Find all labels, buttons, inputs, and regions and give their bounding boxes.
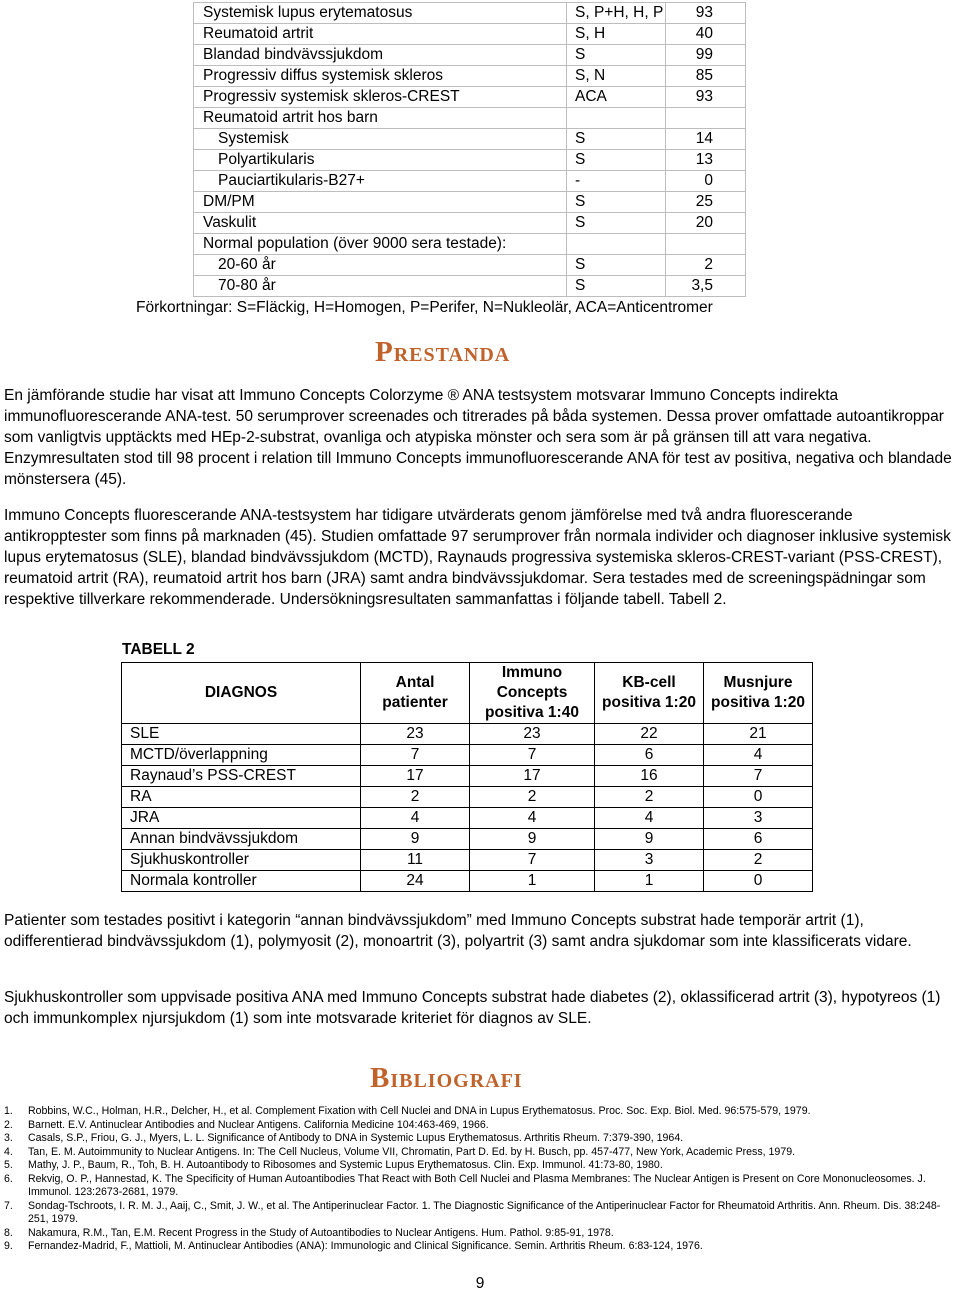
reference-number: 6. xyxy=(4,1172,13,1185)
table1-diagnosis-cell: Blandad bindvävssjukdom xyxy=(194,45,567,66)
table2-count-cell: 2 xyxy=(470,787,595,808)
table2-count-cell: 4 xyxy=(595,808,704,829)
paragraph-hospital-controls: Sjukhuskontroller som uppvisade positiva ANA med Immuno Concepts substrat hade diabetes (2), oklassificerad artrit (3), hypotyreos (1) och immunkomplex njursjukdom (1) som inte motsvarade kriteriet för diagnos av SLE. xyxy=(4,989,941,1027)
table1-pattern-cell: S xyxy=(567,255,666,276)
table2-count-cell: 1 xyxy=(595,871,704,892)
reference-number: 3. xyxy=(4,1132,13,1144)
reference-item xyxy=(4,1227,959,1241)
table1-value-cell xyxy=(666,108,746,129)
table1-value-cell: 3,5 xyxy=(666,276,746,297)
table1-row xyxy=(194,129,746,150)
table1-pattern-cell xyxy=(567,234,666,255)
table1-row xyxy=(194,45,746,66)
table1-row xyxy=(194,24,746,45)
table1-value-cell: 85 xyxy=(666,66,746,87)
table2-row xyxy=(122,745,813,766)
table1-diagnosis-cell: Systemisk xyxy=(194,129,567,150)
table1-value-cell: 14 xyxy=(666,129,746,150)
table2-count-cell: 7 xyxy=(470,745,595,766)
table2-count-cell: 11 xyxy=(361,850,470,871)
table1-value-cell: 40 xyxy=(666,24,746,45)
table2-header-cell: DIAGNOS xyxy=(122,663,361,724)
table1-value-cell: 93 xyxy=(666,87,746,108)
table1-pattern-cell: S, N xyxy=(567,66,666,87)
table1-diagnosis-cell: Systemisk lupus erytematosus xyxy=(194,3,567,24)
table2-count-cell: 6 xyxy=(704,829,813,850)
pattern-prevalence-table xyxy=(193,2,746,297)
table1-row xyxy=(194,255,746,276)
reference-text: Mathy, J. P., Baum, R., Toh, B. H. Autoantibody to Ribosomes and Systemic Lupus Erythematosus. Clin. Exp. Immunol. 41:73-80, 1980. xyxy=(28,1159,663,1171)
table2-row xyxy=(122,787,813,808)
paragraph-comparison-study: En jämförande studie har visat att Immuno Concepts Colorzyme ® ANA testsystem motsvarar Immuno Concepts indirekta immunofluorescerande ANA-test. 50 serumprover screenades och titrerades på båda systemen. Dessa prover omfattade autoantikroppar som vanligtvis upptäckts med HEp-2-substrat, ovanliga och atypiska mönster och sera som är på gränsen till att vara negativa. Enzymresultaten stod till 98 procent i relation till Immuno Concepts immunofluorescerande ANA för test av positiva, negativa och blandade mönstersera (45). xyxy=(4,387,952,488)
reference-number: 7. xyxy=(4,1199,13,1212)
reference-text: Sondag-Tschroots, I. R. M. J., Aaij, C., Smit, J. W., et al. The Antiperinuclear Factor. 1. The Diagnostic Significance of the Antiperinuclear Factor for Rheumatoid Arthritis. Ann. Rheum. Dis. 38:248-251, 1979. xyxy=(28,1199,941,1225)
table1-pattern-cell: S xyxy=(567,45,666,66)
table1-diagnosis-cell: Polyartikularis xyxy=(194,150,567,171)
table2-count-cell: 6 xyxy=(595,745,704,766)
table1-diagnosis-cell: Normal population (över 9000 sera testade): xyxy=(194,234,567,255)
reference-number: 1. xyxy=(4,1105,13,1117)
table2-header-cell: KB-cell positiva 1:20 xyxy=(595,663,704,724)
table2-count-cell: 7 xyxy=(361,745,470,766)
table2-diagnosis-cell: Normala kontroller xyxy=(122,871,361,892)
table1-pattern-cell: S, H xyxy=(567,24,666,45)
table1-diagnosis-cell: DM/PM xyxy=(194,192,567,213)
reference-text: Tan, E. M. Autoimmunity to Nuclear Antigens. In: The Cell Nucleus, Volume VII, Chromatin, Part D. Ed. by H. Busch, pp. 457-477, New York, Academic Press, 1979. xyxy=(28,1145,796,1158)
table2-count-cell: 17 xyxy=(361,766,470,787)
table2-count-cell: 1 xyxy=(470,871,595,892)
reference-text: Barnett. E.V. Antinuclear Antibodies and Nuclear Antigens. California Medicine 104:463-469, 1966. xyxy=(28,1118,489,1131)
table1-pattern-cell: S xyxy=(567,213,666,234)
table1-value-cell: 20 xyxy=(666,213,746,234)
table2-count-cell: 9 xyxy=(470,829,595,850)
table2-count-cell: 2 xyxy=(704,850,813,871)
table2-count-cell: 16 xyxy=(595,766,704,787)
table1-diagnosis-cell: Reumatoid artrit hos barn xyxy=(194,108,567,129)
reference-text: Casals, S.P., Friou, G. J., Myers, L. L. Significance of Antibody to DNA in Systemic Lupus Erythematosus. Arthritis Rheum. 7:379-390, 1964. xyxy=(28,1132,684,1144)
table2-row xyxy=(122,808,813,829)
section-title-prestanda: Prestanda xyxy=(375,336,511,368)
reference-text: Nakamura, R.M., Tan, E.M. Recent Progress in the Study of Autoantibodies to Nuclear Antigens. Hum. Pathol. 9:85-91, 1978. xyxy=(28,1226,614,1239)
table2-diagnosis-cell: Annan bindvävssjukdom xyxy=(122,829,361,850)
table1-pattern-cell: S xyxy=(567,129,666,150)
table1-row xyxy=(194,171,746,192)
table2-count-cell: 9 xyxy=(361,829,470,850)
table2-header-cell: Musnjure positiva 1:20 xyxy=(704,663,813,724)
table1-row xyxy=(194,3,746,24)
table2-count-cell: 17 xyxy=(470,766,595,787)
page-number: 9 xyxy=(475,1275,485,1292)
reference-item xyxy=(4,1200,959,1227)
table2-header-cell: Immuno Concepts positiva 1:40 xyxy=(470,663,595,724)
table1-diagnosis-cell: Progressiv systemisk skleros-CREST xyxy=(194,87,567,108)
table1-pattern-cell: ACA xyxy=(567,87,666,108)
paragraph-other-disease: Patienter som testades positivt i kategorin “annan bindvävssjukdom” med Immuno Concepts substrat hade temporär artrit (1), odifferentierad bindvävssjukdom (1), polymyosit (2), monoartrit (3), polyartrit (3) samt andra sjukdomar som inte klassificerats vidare. xyxy=(4,912,912,950)
table2-count-cell: 0 xyxy=(704,871,813,892)
table2-count-cell: 23 xyxy=(361,724,470,745)
table2-count-cell: 4 xyxy=(470,808,595,829)
table1-pattern-cell: - xyxy=(567,171,666,192)
table1-diagnosis-cell: 20-60 år xyxy=(194,255,567,276)
table2-count-cell: 4 xyxy=(361,808,470,829)
table1-row xyxy=(194,108,746,129)
table1-row xyxy=(194,150,746,171)
reference-item xyxy=(4,1105,959,1119)
table2-count-cell: 2 xyxy=(595,787,704,808)
reference-number: 5. xyxy=(4,1159,13,1171)
table1-diagnosis-cell: Progressiv diffus systemisk skleros xyxy=(194,66,567,87)
table1-value-cell: 2 xyxy=(666,255,746,276)
reference-number: 2. xyxy=(4,1118,13,1131)
table2-diagnosis-cell: SLE xyxy=(122,724,361,745)
table2-row xyxy=(122,850,813,871)
table1-pattern-cell: S, P+H, H, P xyxy=(567,3,666,24)
table1-pattern-cell: S xyxy=(567,192,666,213)
table2-row xyxy=(122,829,813,850)
table1-value-cell: 93 xyxy=(666,3,746,24)
table2-count-cell: 4 xyxy=(704,745,813,766)
table1-row xyxy=(194,192,746,213)
reference-text: Robbins, W.C., Holman, H.R., Delcher, H., et al. Complement Fixation with Cell Nuclei and DNA in Lupus Erythematosus. Proc. Soc. Exp. Biol. Med. 96:575-579, 1979. xyxy=(28,1105,811,1117)
paragraph-evaluation: Immuno Concepts fluorescerande ANA-testsystem har tidigare utvärderats genom jämförelse med två andra fluorescerande antikropptester som finns på marknaden (45). Studien omfattade 97 serumprover från normala individer och diagnoser inklusive systemisk lupus erytematosus (SLE), blandad bindvävssjukdom (MCTD), Raynauds progressiva systemiska skleros-CREST-variant (PSS-CREST), reumatoid artrit (RA), reumatoid artrit hos barn (JRA) samt andra bindvävssjukdomar. Sera testades med de screeningspädningar som respektive tillverkare rekommenderade. Undersökningsresultaten sammanfattas i följande tabell. Tabell 2. xyxy=(4,507,951,608)
table2-header-cell: Antal patienter xyxy=(361,663,470,724)
table2-diagnosis-cell: MCTD/överlappning xyxy=(122,745,361,766)
reference-number: 9. xyxy=(4,1240,13,1252)
table1-row xyxy=(194,87,746,108)
table1-pattern-cell xyxy=(567,108,666,129)
table1-value-cell: 25 xyxy=(666,192,746,213)
reference-text: Rekvig, O. P., Hannestad, K. The Specificity of Human Autoantibodies That React with Both Cell Nuclei and Plasma Membranes: The Nuclear Antigen is Present on Core Mononucleosomes. J. Immunol. 123:2673-2681, 1979. xyxy=(28,1172,926,1198)
table2-count-cell: 7 xyxy=(704,766,813,787)
reference-text: Fernandez-Madrid, F., Mattioli, M. Antinuclear Antibodies (ANA): Immunologic and Clinical Significance. Semin. Arthritis Rheum. 6:83-124, 1976. xyxy=(28,1240,703,1252)
table2-results xyxy=(121,662,813,892)
table2-row xyxy=(122,871,813,892)
table2-caption: TABELL 2 xyxy=(122,641,195,658)
reference-item xyxy=(4,1146,959,1160)
reference-number: 8. xyxy=(4,1226,13,1239)
table2-diagnosis-cell: Sjukhuskontroller xyxy=(122,850,361,871)
table2-diagnosis-cell: RA xyxy=(122,787,361,808)
table1-pattern-cell: S xyxy=(567,276,666,297)
reference-item xyxy=(4,1240,959,1254)
reference-item xyxy=(4,1132,959,1146)
table1-value-cell: 99 xyxy=(666,45,746,66)
table2-count-cell: 22 xyxy=(595,724,704,745)
table2-row xyxy=(122,766,813,787)
table1-row xyxy=(194,213,746,234)
section-title-bibliografi: Bibliografi xyxy=(370,1062,523,1094)
table2-row xyxy=(122,724,813,745)
table1-value-cell: 13 xyxy=(666,150,746,171)
reference-item xyxy=(4,1173,959,1200)
table1-diagnosis-cell: Vaskulit xyxy=(194,213,567,234)
table2-count-cell: 7 xyxy=(470,850,595,871)
table1-diagnosis-cell: 70-80 år xyxy=(194,276,567,297)
table2-count-cell: 23 xyxy=(470,724,595,745)
table1-row xyxy=(194,234,746,255)
reference-list xyxy=(4,1105,959,1254)
reference-item xyxy=(4,1119,959,1133)
table1-row xyxy=(194,276,746,297)
reference-item xyxy=(4,1159,959,1173)
table1-diagnosis-cell: Pauciartikularis-B27+ xyxy=(194,171,567,192)
table2-count-cell: 24 xyxy=(361,871,470,892)
table2-diagnosis-cell: JRA xyxy=(122,808,361,829)
table2-count-cell: 0 xyxy=(704,787,813,808)
table1-value-cell: 0 xyxy=(666,171,746,192)
table1-value-cell xyxy=(666,234,746,255)
reference-number: 4. xyxy=(4,1145,13,1158)
table2-count-cell: 21 xyxy=(704,724,813,745)
table2-count-cell: 3 xyxy=(704,808,813,829)
table2-count-cell: 9 xyxy=(595,829,704,850)
table2-diagnosis-cell: Raynaud’s PSS-CREST xyxy=(122,766,361,787)
table2-count-cell: 2 xyxy=(361,787,470,808)
table1-pattern-cell: S xyxy=(567,150,666,171)
abbreviations-note: Förkortningar: S=Fläckig, H=Homogen, P=Perifer, N=Nukleolär, ACA=Anticentromer xyxy=(136,299,713,316)
table1-diagnosis-cell: Reumatoid artrit xyxy=(194,24,567,45)
table1-row xyxy=(194,66,746,87)
table2-count-cell: 3 xyxy=(595,850,704,871)
